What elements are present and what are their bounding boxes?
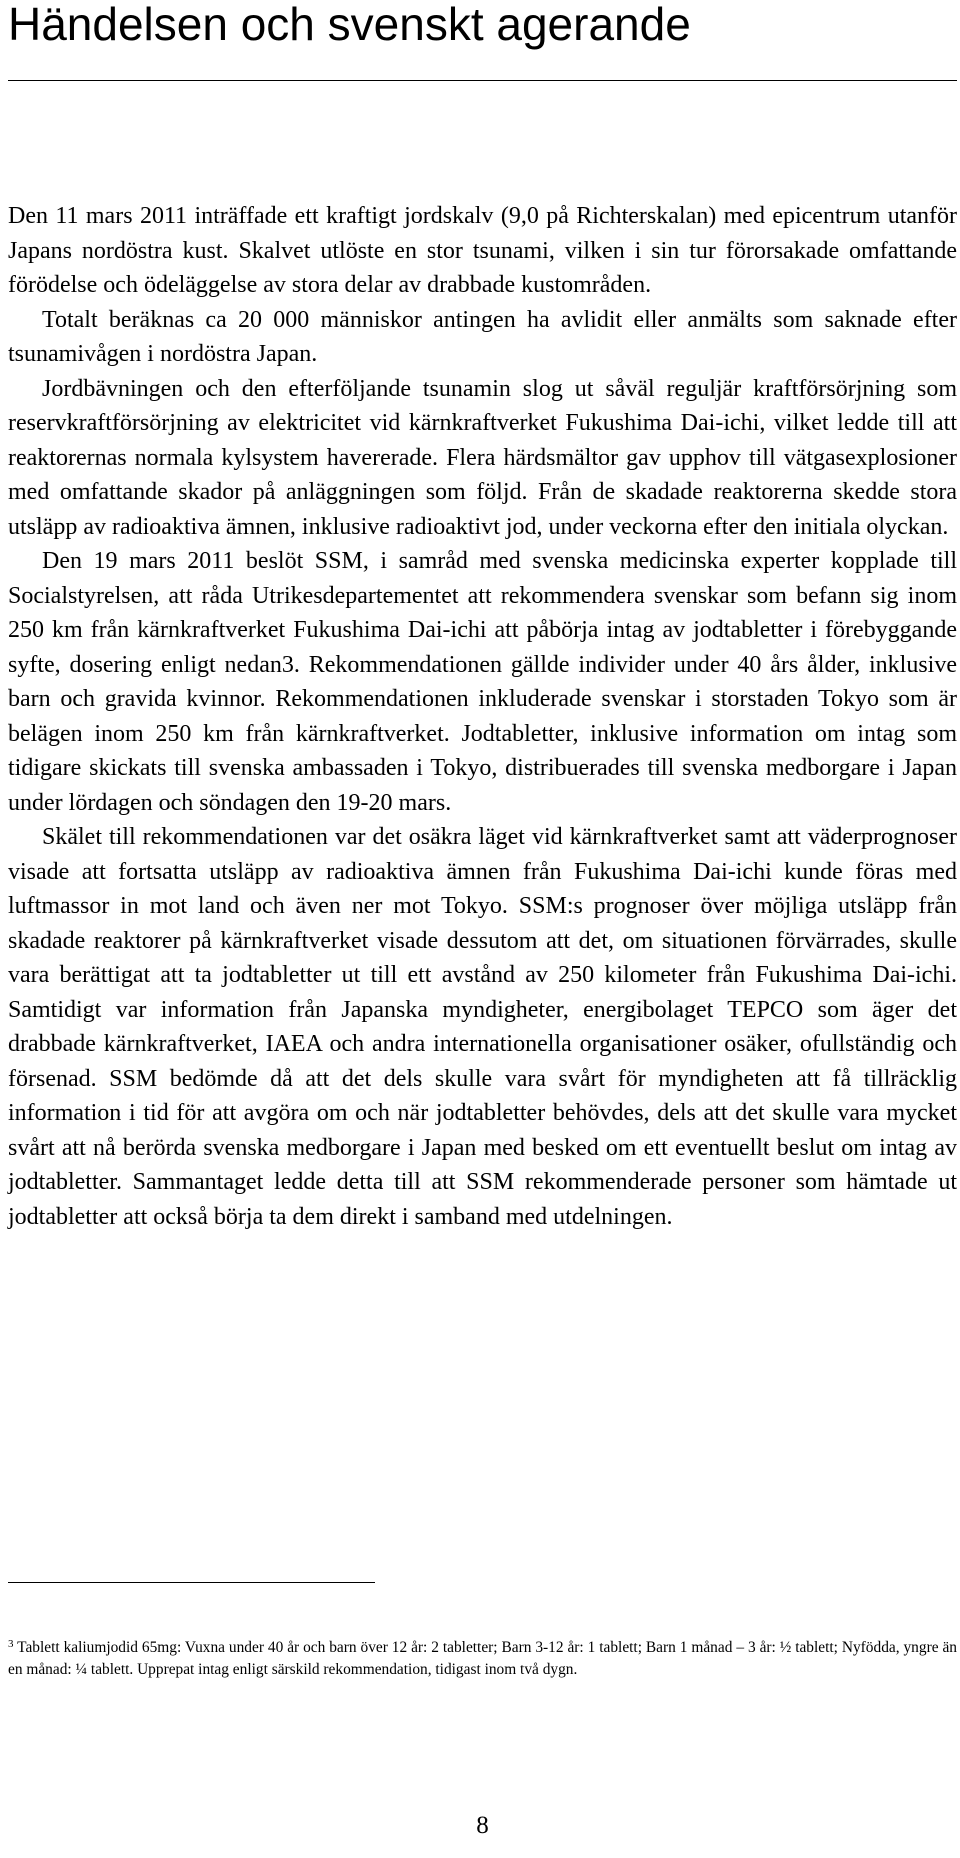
footnote-separator xyxy=(8,1582,375,1583)
recommendation-text-start: Den 19 mars 2011 beslöt SSM, i samråd med svenska medicinska experter kopplade till Socialstyrelsen, att råda Utrikesdepartementet att rekommendera svenskar som befann sig inom 250 km från kärnkraftverket Fukushima Dai-ichi att påbörja intag av jodtabletter i förebyggande syfte, dosering enligt nedan xyxy=(8,548,957,678)
footnote-marker: 3 xyxy=(8,1638,14,1650)
paragraph-casualties: Totalt beräknas ca 20 000 människor antingen ha avlidit eller anmälts som saknade efter tsunamivågen i nordöstra Japan. xyxy=(8,306,957,367)
footnote-text: Tablett kaliumjodid 65mg: Vuxna under 40 år och barn över 12 år: 2 tabletter; Barn 3-12 år: 1 tablett; Barn 1 månad – 3 år: ½ tablett; Nyfödda, yngre än en månad: ¼ tablett. Upprepat intag enligt särskild rekommendation, tidigast inom två dygn. xyxy=(8,1639,957,1678)
page-number: 8 xyxy=(476,1812,489,1839)
body-text xyxy=(8,199,957,1234)
section-heading: Händelsen och svenskt agerande xyxy=(8,0,691,50)
paragraph-reasoning: Skälet till rekommendationen var det osäkra läget vid kärnkraftverket samt att väderprognoser visade att fortsatta utsläpp av radioaktiva ämnen från Fukushima Dai-ichi kunde föras med luftmassor in mot land och även ner mot Tokyo. SSM:s prognoser över möjliga utsläpp från skadade reaktorer på kärnkraftverket visade dessutom att det, om situationen förvärrades, skulle vara berättigat att ta jodtabletter ut till ett avstånd av 250 kilometer från Fukushima Dai-ichi. Samtidigt var information från Japanska myndigheter, energibolaget TEPCO som äger det drabbade kärnkraftverket, IAEA och andra internationella organisationer osäker, ofullständig och försenad. SSM bedömde då att det dels skulle vara svårt för myndigheten att få tillräcklig information i tid för att avgöra om och när jodtabletter behövdes, dels att det skulle vara mycket svårt att nå berörda svenska medborgare i Japan med besked om ett eventuellt beslut om intag av jodtabletter. Sammantaget ledde detta till att SSM rekommenderade personer som hämtade ut jodtabletter att också börja ta dem direkt i samband med utdelningen. xyxy=(8,824,957,1230)
paragraph-earthquake: Den 11 mars 2011 inträffade ett kraftigt jordskalv (9,0 på Richterskalan) med epicentrum utanför Japans nordöstra kust. Skalvet utlöste en stor tsunami, vilken i sin tur förorsakade omfattande förödelse och ödeläggelse av stora delar av drabbade kustområden. xyxy=(8,203,957,298)
document-page xyxy=(8,0,957,1858)
recommendation-text-end: . Rekommendationen gällde individer under 40 års ålder, inklusive barn och gravida kvinnor. Rekommendationen inkluderade svenskar i storstaden Tokyo som är belägen inom 250 km från kärnkraftverket. Jodtabletter, inklusive information om intag som tidigare skickats till svenska ambassaden i Tokyo, distribuerades till svenska medborgare i Japan under lördagen och söndagen den 19-20 mars. xyxy=(8,651,958,816)
paragraph-fukushima-damage: Jordbävningen och den efterföljande tsunamin slog ut såväl reguljär kraftförsörjning som reservkraftförsörjning av elektricitet vid kärnkraftverket Fukushima Dai-ichi, vilket ledde till att reaktorernas normala kylsystem havererade. Flera härdsmältor gav upphov till vätgasexplosioner med omfattande skador på anläggningen som följd. Från de skadade reaktorerna skedde stora utsläpp av radioaktiva ämnen, inklusive radioaktivt jod, under veckorna efter den initiala olyckan. xyxy=(8,375,957,540)
footnote xyxy=(8,1637,957,1681)
paragraph-ssm-recommendation xyxy=(8,544,957,820)
footnote-reference: 3 xyxy=(281,651,294,678)
heading-rule xyxy=(8,80,957,81)
